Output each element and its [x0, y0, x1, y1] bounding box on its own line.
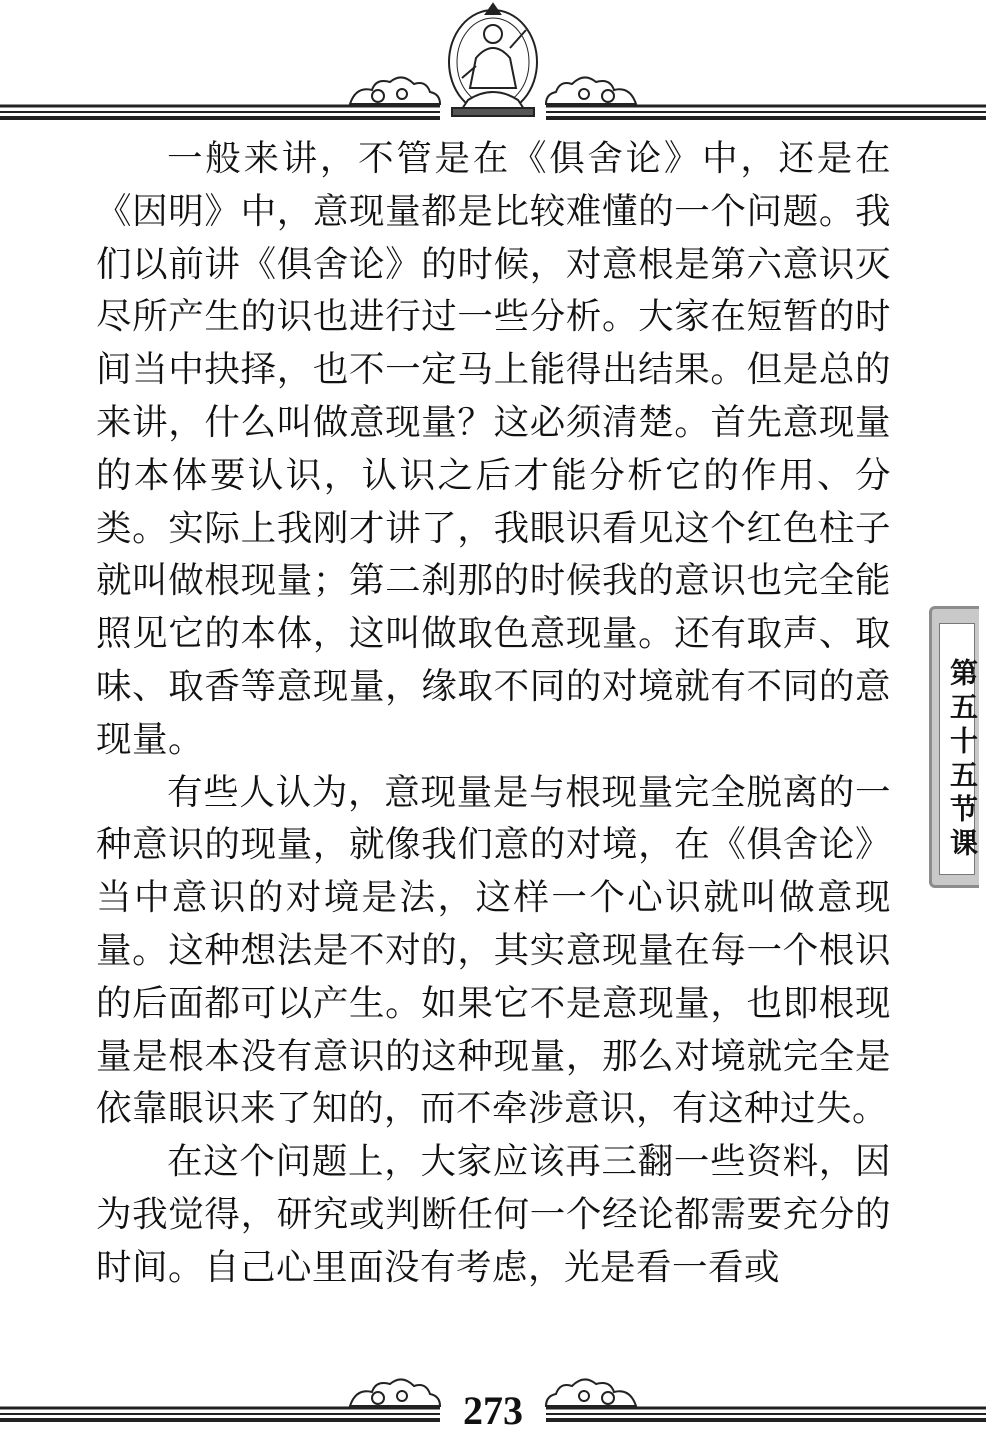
- body-text: [96, 133, 891, 1295]
- paragraph: 一般来讲，不管是在《俱舍论》中，还是在《因明》中，意现量都是比较难懂的一个问题。我们以前讲《俱舍论》的时候，对意根是第六意识灭尽所产生的识也进行过一些分析。大家在短暂的时间当中抉择，也不一定马上能得出结果。但是总的来讲，什么叫做意现量？这必须清楚。首先意现量的本体要认识，认识之后才能分析它的作用、分类。实际上我刚才讲了，我眼识看见这个红色柱子就叫做根现量；第二刹那的时候我的意识也完全能照见它的本体，这叫做取色意现量。还有取声、取味、取香等意现量，缘取不同的对境就有不同的意现量。: [96, 138, 891, 760]
- page-number: 273: [463, 1388, 523, 1433]
- header-ornament: [0, 0, 986, 130]
- deity-emblem-icon: [449, 4, 537, 116]
- chapter-side-tab-label: 第五十五节课: [946, 658, 979, 862]
- chapter-side-tab: [929, 606, 979, 888]
- paragraph: 在这个问题上，大家应该再三翻一些资料，因为我觉得，研究或判断任何一个经论都需要充分的时间。自己心里面没有考虑，光是看一看或: [96, 1141, 891, 1288]
- paragraph: 有些人认为，意现量是与根现量完全脱离的一种意识的现量，就像我们意的对境，在《俱舍论》当中意识的对境是法，这样一个心识就叫做意现量。这种想法是不对的，其实意现量在每一个根识的后面都可以产生。如果它不是意现量，也即根现量是根本没有意识的这种现量，那么对境就完全是依靠眼识来了知的，而不牵涉意识，有这种过失。: [96, 771, 891, 1130]
- chapter-side-tab-panel: [939, 623, 979, 875]
